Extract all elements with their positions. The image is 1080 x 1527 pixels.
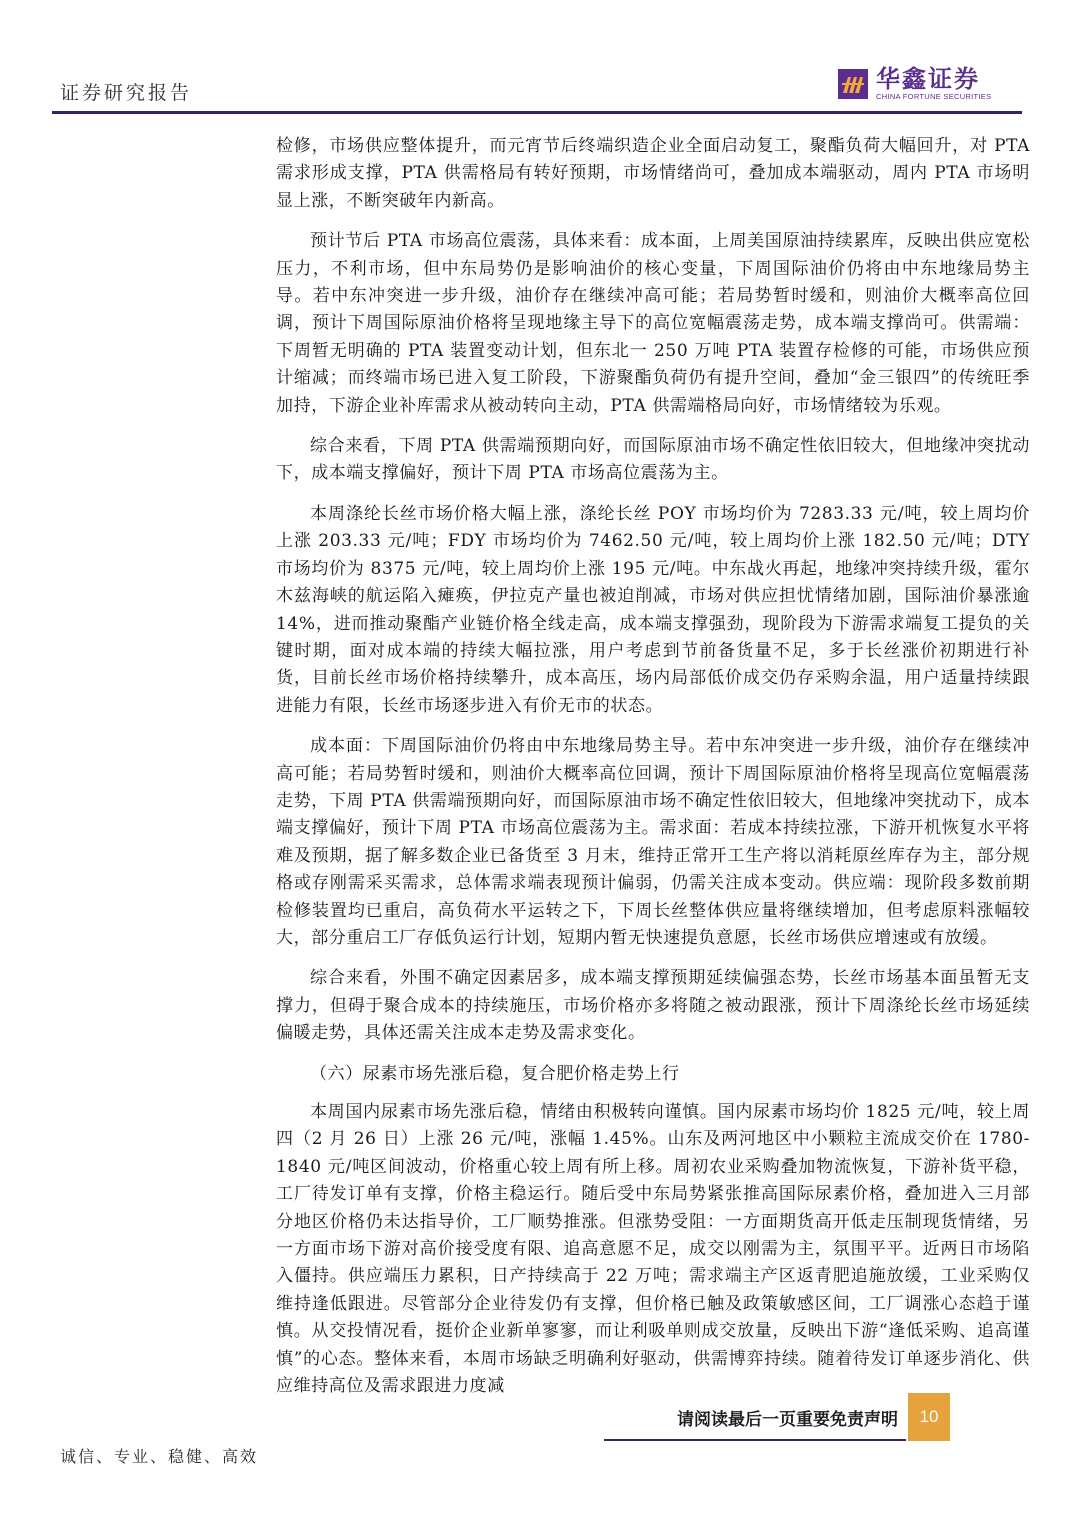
company-logo [838,66,991,102]
paragraph: 本周国内尿素市场先涨后稳，情绪由积极转向谨慎。国内尿素市场均价 1825 元/吨，较上周四（2 月 26 日）上涨 26 元/吨，涨幅 1.45%。山东及两河地区中小颗粒主流成交价在 1780-1840 元/吨区间波动，价格重心较上周有所上移。周初农业采购叠加物流恢复，下游补货平稳，工厂待发订单有支撑，价格主稳运行。随后受中东局势紧张推高国际尿素价格，叠加进入三月部分地区价格仍未达指导价，工厂顺势推涨。但涨势受阻：一方面期货高开低走压制现货情绪，另一方面市场下游对高价接受度有限、追高意愿不足，成交以刚需为主，氛围平平。近两日市场陷入僵持。供应端压力累积，日产持续高于 22 万吨；需求端主产区返青肥追施放缓，工业采购仅维持逢低跟进。尽管部分企业待发仍有支撑，但价格已触及政策敏感区间，工厂调涨心态趋于谨慎。从交投情况看，挺价企业新单寥寥，而让利吸单则成交放量，反映出下游“逢低采购、追高谨慎”的心态。整体来看，本周市场缺乏明确利好驱动，供需博弈持续。随着待发订单逐步消化、供应维持高位及需求跟进力度减 [276,1102,1030,1397]
footer-motto: 诚信、专业、稳健、高效 [60,1447,259,1466]
report-body [276,133,1030,1413]
section-heading: （六）尿素市场先涨后稳，复合肥价格走势上行 [310,1063,680,1084]
paragraph: 本周涤纶长丝市场价格大幅上涨，涤纶长丝 POY 市场均价为 7283.33 元/吨，较上周均价上涨 203.33 元/吨；FDY 市场均价为 7462.50 元/吨，较上周均价上涨 182.50 元/吨；DTY 市场均价为 8375 元/吨，较上周均价上涨 195 元/吨。中东战火再起，地缘冲突持续升级，霍尔木兹海峡的航运陷入瘫痪，伊拉克产量也被迫削减，市场对供应担忧情绪加剧，国际油价暴涨逾 14%，进而推动聚酯产业链价格全线走高，成本端支撑强劲，现阶段为下游需求端复工提负的关键时期，面对成本端的持续大幅拉涨，用户考虑到节前备货量不足，多于长丝涨价初期进行补货，目前长丝市场价格持续攀升，成本高压，场内局部低价成交仍存采购余温，用户适量持续跟进能力有限，长丝市场逐步进入有价无市的状态。 [276,503,1030,716]
logo-english-name: CHINA FORTUNE SECURITIES [876,92,992,101]
report-type-label: 证券研究报告 [60,82,193,104]
paragraph: 检修，市场供应整体提升，而元宵节后终端织造企业全面启动复工，聚酯负荷大幅回升，对 PTA 需求形成支撑，PTA 供需格局有转好预期，市场情绪尚可，叠加成本端驱动，周内 PTA 市场明显上涨，不断突破年内新高。 [276,136,1030,211]
logo-icon [838,69,868,99]
logo-chinese-name: 华鑫证券 [876,65,980,93]
page-number-badge: 10 [908,1393,950,1441]
paragraph: 成本面：下周国际油价仍将由中东地缘局势主导。若中东冲突进一步升级，油价存在继续冲高可能；若局势暂时缓和，则油价大概率高位回调，预计下周国际原油价格将呈现高位宽幅震荡走势，下周 PTA 供需端预期向好，而国际原油市场不确定性依旧较大，但地缘冲突扰动下，成本端支撑偏好，预计下周 PTA 市场高位震荡为主。需求面：若成本持续拉涨，下游开机恢复水平将难及预期，据了解多数企业已备货至 3 月末，维持正常开工生产将以消耗原丝库存为主，部分规格或存刚需采买需求，总体需求端表现预计偏弱，仍需关注成本变动。供应端：现阶段多数前期检修装置均已重启，高负荷水平运转之下，下周长丝整体供应量将继续增加，但考虑原料涨幅较大，部分重启工厂存低负运行计划，短期内暂无快速提负意愿，长丝市场供应增速或有放缓。 [276,736,1030,948]
disclaimer-notice: 请阅读最后一页重要免责声明 [604,1403,906,1441]
paragraph: 预计节后 PTA 市场高位震荡，具体来看：成本面，上周美国原油持续累库，反映出供应宽松压力，不利市场，但中东局势仍是影响油价的核心变量，下周国际油价仍将由中东地缘局势主导。若中东冲突进一步升级，油价存在继续冲高可能；若局势暂时缓和，则油价大概率高位回调，预计下周国际原油价格将呈现地缘主导下的高位宽幅震荡走势，成本端支撑尚可。供需端：下周暂无明确的 PTA 装置变动计划，但东北一 250 万吨 PTA 装置存检修的可能，市场供应预计缩减；而终端市场已进入复工阶段，下游聚酯负荷仍有提升空间，叠加“金三银四”的传统旺季加持，下游企业补库需求从被动转向主动，PTA 供需端格局向好，市场情绪较为乐观。 [276,231,1030,416]
paragraph: 综合来看，外围不确定因素居多，成本端支撑预期延续偏强态势，长丝市场基本面虽暂无支撑力，但碍于聚合成本的持续施压，市场价格亦多将随之被动跟涨，预计下周涤纶长丝市场延续偏暖走势，具体还需关注成本走势及需求变化。 [276,968,1030,1044]
header-divider [52,111,1022,114]
paragraph: 综合来看，下周 PTA 供需端预期向好，而国际原油市场不确定性依旧较大，但地缘冲突扰动下，成本端支撑偏好，预计下周 PTA 市场高位震荡为主。 [276,436,1030,484]
